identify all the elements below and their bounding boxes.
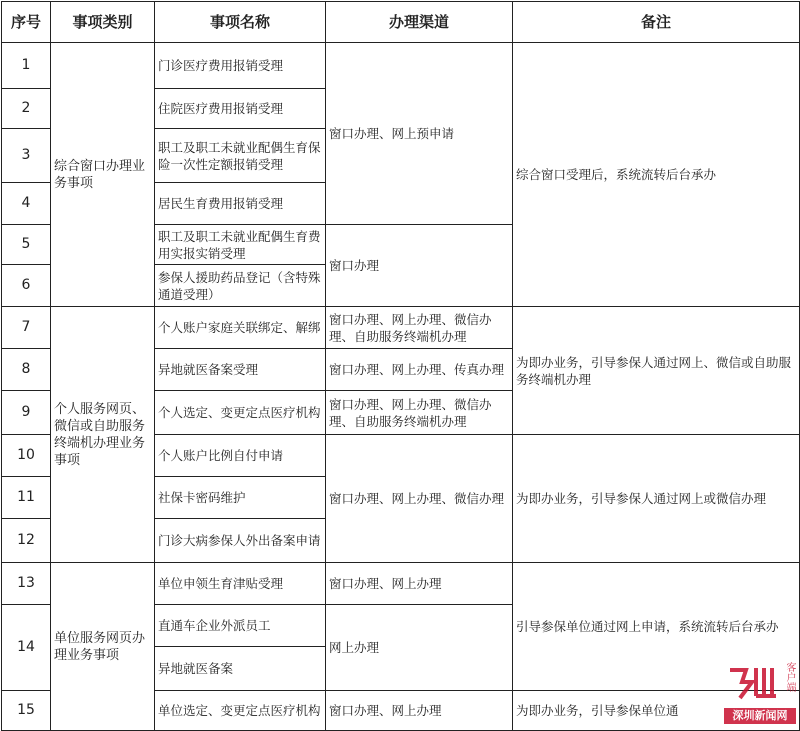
row-number: 12 <box>2 519 51 563</box>
channel-cell: 窗口办理、网上办理 <box>326 563 513 605</box>
item-name: 职工及职工未就业配偶生育保险一次性定额报销受理 <box>155 129 326 183</box>
channel-cell: 窗口办理、网上办理 <box>326 691 513 731</box>
item-name: 居民生育费用报销受理 <box>155 183 326 225</box>
channel-cell: 窗口办理、网上办理、微信办理、自助服务终端机办理 <box>326 391 513 435</box>
item-name: 直通车企业外派员工 <box>155 605 326 647</box>
item-name: 单位申领生育津贴受理 <box>155 563 326 605</box>
row-number: 7 <box>2 307 51 349</box>
remark-cell: 为即办业务，引导参保人通过网上、微信或自助服务终端机办理 <box>513 307 800 435</box>
item-name: 个人账户比例自付申请 <box>155 435 326 477</box>
item-name: 门诊大病参保人外出备案申请 <box>155 519 326 563</box>
header-item-name: 事项名称 <box>155 2 326 43</box>
table-row <box>2 563 800 605</box>
item-name: 单位选定、变更定点医疗机构 <box>155 691 326 731</box>
table-row <box>2 43 800 89</box>
item-name: 职工及职工未就业配偶生育费用实报实销受理 <box>155 225 326 265</box>
watermark-side-label: 客户端 <box>784 662 795 692</box>
row-number: 10 <box>2 435 51 477</box>
category-cell: 个人服务网页、微信或自助服务终端机办理业务事项 <box>51 307 155 563</box>
channel-cell: 窗口办理、网上办理、微信办理、自助服务终端机办理 <box>326 307 513 349</box>
row-number: 1 <box>2 43 51 89</box>
channel-cell: 窗口办理、网上办理、微信办理 <box>326 435 513 563</box>
table-row <box>2 307 800 349</box>
item-name: 住院医疗费用报销受理 <box>155 89 326 129</box>
row-number: 9 <box>2 391 51 435</box>
watermark-text: 深圳新闻网 <box>724 708 796 724</box>
row-number: 13 <box>2 563 51 605</box>
category-cell: 综合窗口办理业务事项 <box>51 43 155 307</box>
remark-cell: 为即办业务，引导参保单位通 <box>513 691 800 731</box>
service-items-table <box>1 1 800 731</box>
remark-cell: 综合窗口受理后，系统流转后台承办 <box>513 43 800 307</box>
item-name: 社保卡密码维护 <box>155 477 326 519</box>
item-name: 个人账户家庭关联绑定、解绑 <box>155 307 326 349</box>
row-number: 6 <box>2 265 51 307</box>
row-number: 5 <box>2 225 51 265</box>
channel-cell: 网上办理 <box>326 605 513 691</box>
channel-cell: 窗口办理 <box>326 225 513 307</box>
row-number: 8 <box>2 349 51 391</box>
category-cell: 单位服务网页办理业务事项 <box>51 563 155 731</box>
row-number: 2 <box>2 89 51 129</box>
row-number: 4 <box>2 183 51 225</box>
row-number: 3 <box>2 129 51 183</box>
item-name: 参保人援助药品登记（含特殊通道受理） <box>155 265 326 307</box>
item-name: 门诊医疗费用报销受理 <box>155 43 326 89</box>
shenzhen-logo-icon <box>726 662 780 702</box>
item-name: 个人选定、变更定点医疗机构 <box>155 391 326 435</box>
header-channel: 办理渠道 <box>326 2 513 43</box>
channel-cell: 窗口办理、网上办理、传真办理 <box>326 349 513 391</box>
header-category: 事项类别 <box>51 2 155 43</box>
header-remark: 备注 <box>513 2 800 43</box>
row-number: 14 <box>2 605 51 691</box>
news-watermark <box>724 662 796 724</box>
item-name: 异地就医备案 <box>155 647 326 691</box>
remark-cell: 为即办业务，引导参保人通过网上或微信办理 <box>513 435 800 563</box>
row-number: 11 <box>2 477 51 519</box>
remark-cell: 引导参保单位通过网上申请，系统流转后台承办 <box>513 563 800 691</box>
channel-cell: 窗口办理、网上预申请 <box>326 43 513 225</box>
header-num: 序号 <box>2 2 51 43</box>
item-name: 异地就医备案受理 <box>155 349 326 391</box>
row-number: 15 <box>2 691 51 731</box>
header-row <box>2 2 800 43</box>
